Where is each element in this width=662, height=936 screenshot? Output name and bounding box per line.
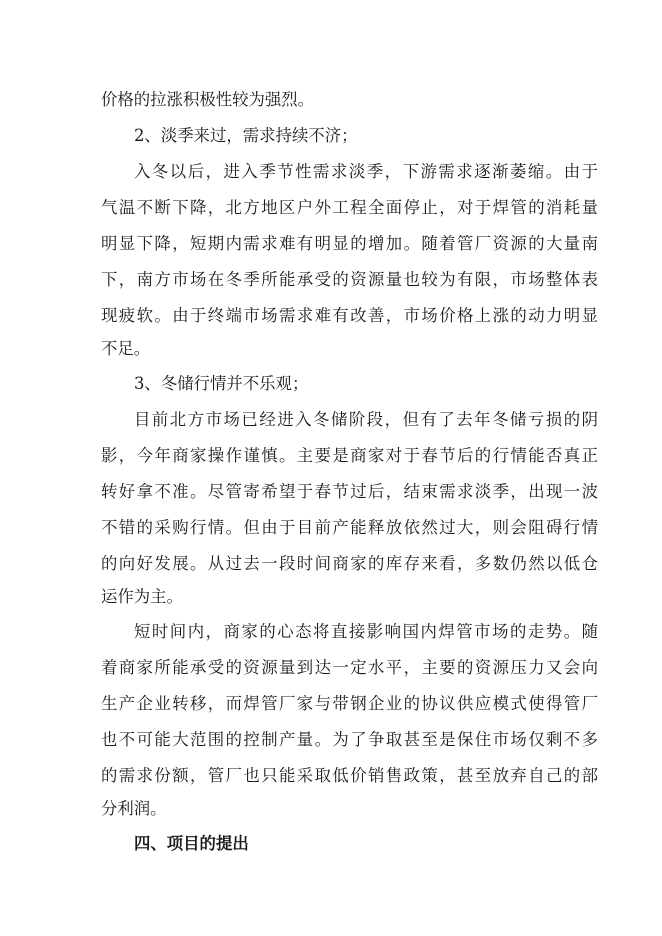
section-heading: 四、项目的提出 [134,834,249,853]
text-line-15: 运作为主。 [101,587,183,606]
text-line-1: 价格的拉涨积极性较为强烈。 [101,90,315,109]
text-line-4: 气温不断下降，北方地区户外工程全面停止，对于焊管的消耗量 [101,198,598,217]
text-line-6: 下，南方市场在冬季所能承受的资源量也较为有限，市场整体表 [101,270,598,289]
text-line-17: 着商家所能承受的资源量到达一定水平，主要的资源压力又会向 [101,658,598,677]
text-line-16: 短时间内，商家的心态将直接影响国内焊管市场的走势。随 [134,622,598,641]
text-line-21: 分利润。 [101,799,167,818]
text-line-11: 影，今年商家操作谨慎。主要是商家对于春节后的行情能否真正 [101,446,598,465]
text-line-18: 生产企业转移，而焊管厂家与带钢企业的协议供应模式使得管厂 [101,694,598,713]
text-line-19: 也不可能大范围的控制产量。为了争取甚至是保住市场仅剩不多 [101,730,598,749]
text-line-8: 不足。 [101,339,151,358]
text-line-5: 明显下降，短期内需求难有明显的增加。随着管厂资源的大量南 [101,234,598,253]
text-line-14: 的向好发展。从过去一段时间商家的库存来看，多数仍然以低仓 [101,554,598,573]
text-line-3: 入冬以后，进入季节性需求淡季，下游需求逐渐萎缩。由于 [134,162,598,181]
numbered-heading-2: 2、淡季来过，需求持续不济； [134,126,358,145]
text-line-10: 目前北方市场已经进入冬储阶段，但有了去年冬储亏损的阴 [134,410,598,429]
text-line-20: 的需求份额，管厂也只能采取低价销售政策，甚至放弃自己的部 [101,766,598,785]
text-line-12: 转好拿不准。尽管寄希望于春节过后，结束需求淡季，出现一波 [101,482,598,501]
text-line-7: 现疲软。由于终端市场需求难有改善，市场价格上涨的动力明显 [101,306,598,325]
text-line-13: 不错的采购行情。但由于目前产能释放依然过大，则会阻碍行情 [101,518,598,537]
numbered-heading-3: 3、冬储行情并不乐观； [134,374,309,393]
